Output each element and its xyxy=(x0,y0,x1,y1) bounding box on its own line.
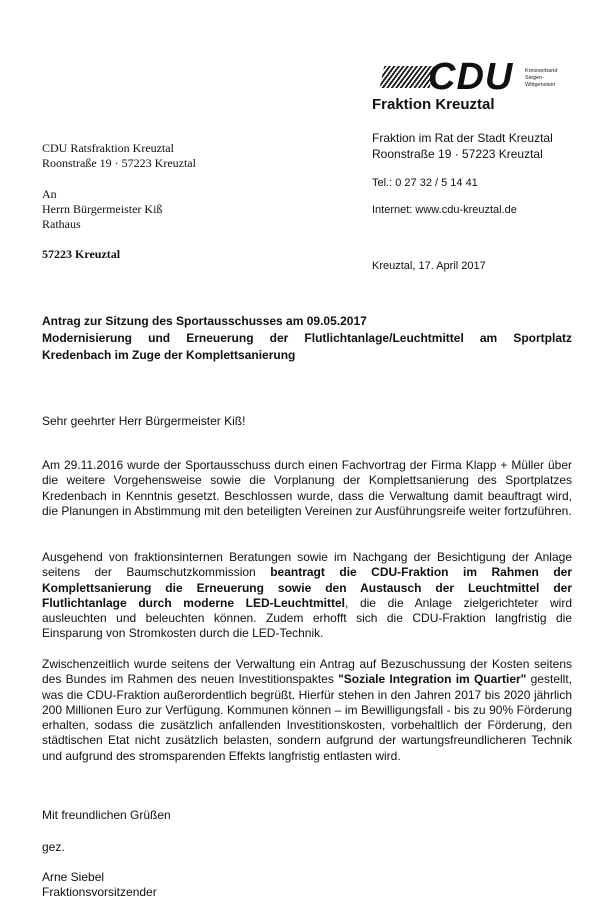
signatory-role: Fraktionsvorsitzender xyxy=(42,885,157,899)
sender-address-left xyxy=(42,141,196,171)
closing-gez: gez. xyxy=(42,840,65,854)
recipient-line2: Herrn Bürgermeister Kiß xyxy=(42,202,163,216)
logo-wordmark: CDU xyxy=(428,56,514,98)
recipient-address xyxy=(42,187,162,232)
sender-address-right xyxy=(372,130,553,162)
body-paragraph-1: Am 29.11.2016 wurde der Sportausschuss durch einen Fachvortrag der Firma Klapp + Müller über die weitere Vorgehensweise sowie die Vorplanung der Komplettsanierung des Sportplatzes Kredenbach in Kenntnis gesetzt. Beschlossen wurde, dass die Verwaltung damit beauftragt wird, die Planungen in Abstimmung mit den beteiligten Vereinen zur Ausführungsreife weiter fortzuführen. xyxy=(42,458,572,518)
logo-subtitle xyxy=(525,68,572,89)
body-paragraph-2 xyxy=(42,550,572,642)
salutation: Sehr geehrter Herr Bürgermeister Kiß! xyxy=(42,414,246,428)
sender-left-line1: CDU Ratsfraktion Kreuztal xyxy=(42,141,174,155)
paragraph2-text-2: , die die Anlage zielgerichteter wird ausleuchten und beleuchten können. Zudem erhofft sich die CDU-Fraktion langfristig die Einsparung von Stromkosten durch die LED-Technik. xyxy=(42,595,573,641)
subject-line2: Modernisierung und Erneuerung der Flutlichtanlage/Leuchtmittel am Sportplatz xyxy=(42,331,572,345)
fraktion-title: Fraktion Kreuztal xyxy=(372,96,495,113)
cdu-logo xyxy=(382,55,572,98)
signatory xyxy=(42,870,157,900)
closing-regards: Mit freundlichen Grüßen xyxy=(42,808,171,822)
subject-line1: Antrag zur Sitzung des Sportausschusses am 09.05.2017 xyxy=(42,314,367,328)
letter-subject xyxy=(42,313,572,364)
logo-subtitle-line2: Siegen-Wittgenstein xyxy=(525,75,556,88)
recipient-line3: Rathaus xyxy=(42,217,81,231)
phone-number: Tel.: 0 27 32 / 5 14 41 xyxy=(372,177,478,189)
sender-right-line1: Fraktion im Rat der Stadt Kreuztal xyxy=(372,131,553,145)
logo-subtitle-line1: Kreisverband xyxy=(525,68,558,74)
letter-date: Kreuztal, 17. April 2017 xyxy=(372,260,486,272)
body-paragraph-3 xyxy=(42,657,572,764)
paragraph2-bold: beantragt die CDU-Fraktion im Rahmen der Komplettsanierung die Erneuerung sowie den Austausch der Leuchtmittel der Flutlichtanlage durch moderne LED-Leuchtmittel xyxy=(42,565,572,610)
paragraph3-text-1: Zwischenzeitlich wurde seitens der Verwaltung ein Antrag auf Bezuschussung der Kosten seitens des Bundes im Rahmen des neuen Investitionspaktes xyxy=(42,657,572,687)
recipient-line1: An xyxy=(42,187,57,201)
subject-line3: Kredenbach im Zuge der Komplettsanierung xyxy=(42,348,296,362)
paragraph2-text-1: Ausgehend von fraktionsinternen Beratungen sowie im Nachgang der Besichtigung der Anlage seitens der Baumschutzkommission xyxy=(42,550,572,580)
sender-left-line2: Roonstraße 19 · 57223 Kreuztal xyxy=(42,156,196,170)
signatory-name: Arne Siebel xyxy=(42,870,105,884)
paragraph3-bold: "Soziale Integration im Quartier" xyxy=(338,672,527,687)
paragraph3-text-2: gestellt, was die CDU-Fraktion außerordentlich begrüßt. Hierfür stehen in den Jahren 2017 bis 2020 jährlich 200 Millionen Euro zur Verfügung. Kommunen können – im Bewilligungsfall - bis zu 90% Förderung erhalten, sodass die zusätzlich anfallenden Investitionskosten, vorbehaltlich der Förderung, den städtischen Etat nicht zusätzlich belasten, sondern aufgrund der wartungsfreundlicheren Technik und aufgrund des stromsparenden Effekts langfristig entlasten wird. xyxy=(42,672,572,763)
logo-stripes-icon xyxy=(380,66,435,88)
website: Internet: www.cdu-kreuztal.de xyxy=(372,204,517,216)
recipient-city: 57223 Kreuztal xyxy=(42,247,121,261)
sender-right-line2: Roonstraße 19 · 57223 Kreuztal xyxy=(372,147,543,161)
